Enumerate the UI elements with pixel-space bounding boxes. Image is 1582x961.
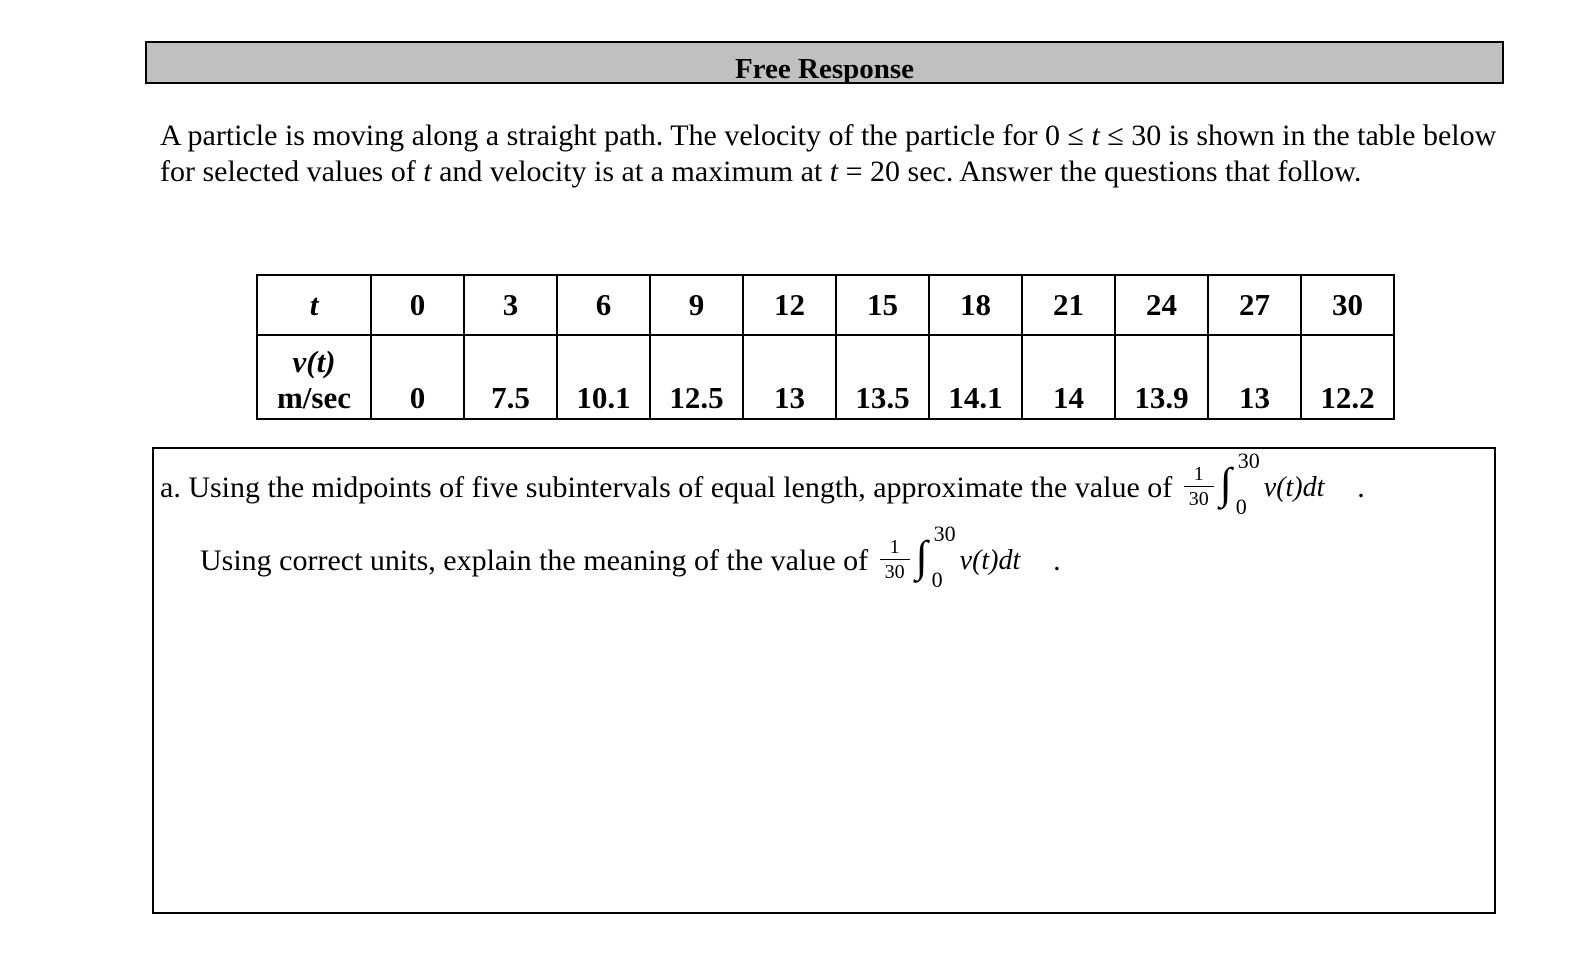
time-row-label: t <box>257 275 371 335</box>
time-cell: 21 <box>1022 275 1115 335</box>
velocity-cell: 12.2 <box>1301 335 1394 419</box>
time-cell: 18 <box>929 275 1022 335</box>
intro-text-3: and velocity is at a maximum at <box>431 155 830 188</box>
fraction <box>1184 464 1214 509</box>
question-a-text: a. Using the midpoints of five subintervals of equal length, approximate the value of <box>160 470 1180 504</box>
time-cell: 3 <box>464 275 557 335</box>
velocity-cell: 0 <box>371 335 464 419</box>
question-a-line1 <box>160 448 1365 519</box>
fraction-numerator: 1 <box>889 536 900 558</box>
question-a-line2 <box>200 521 1061 592</box>
average-value-expression <box>876 521 1046 592</box>
problem-intro <box>160 118 1500 190</box>
time-cell: 15 <box>836 275 929 335</box>
intro-text-2: ≤ 30 is shown in the table below for selected values of <box>160 119 1497 188</box>
time-cell: 27 <box>1208 275 1301 335</box>
velocity-cell: 13 <box>1208 335 1301 419</box>
upper-limit: 30 <box>933 521 956 546</box>
time-cell: 30 <box>1301 275 1394 335</box>
time-cell: 24 <box>1115 275 1208 335</box>
velocity-cell: 14 <box>1022 335 1115 419</box>
question-a-suffix-2: . <box>1045 543 1061 577</box>
velocity-label-units: m/sec <box>276 380 352 415</box>
integral-sign: ∫ <box>1219 459 1232 508</box>
velocity-cell: 14.1 <box>929 335 1022 419</box>
velocity-cell: 10.1 <box>557 335 650 419</box>
integral-sign: ∫ <box>915 532 928 581</box>
intro-var-t: t <box>1091 119 1100 152</box>
intro-text-4: = 20 sec. Answer the questions that follow. <box>838 155 1362 188</box>
fraction-denominator: 30 <box>884 561 905 583</box>
integrand: v(t)dt <box>1263 472 1325 503</box>
velocity-row <box>257 335 1394 419</box>
velocity-cell: 12.5 <box>650 335 743 419</box>
integrand: v(t)dt <box>959 545 1021 576</box>
velocity-cell: 13 <box>743 335 836 419</box>
velocity-cell: 13.5 <box>836 335 929 419</box>
velocity-label-vt: v(t) <box>292 344 336 379</box>
intro-var-t: t <box>423 155 432 188</box>
question-a-text-2: Using correct units, explain the meaning of the value of <box>200 543 876 577</box>
average-value-expression <box>1180 448 1350 519</box>
intro-var-t: t <box>829 155 839 188</box>
fraction-denominator: 30 <box>1188 488 1209 510</box>
fraction-numerator: 1 <box>1193 463 1204 485</box>
velocity-cell: 7.5 <box>464 335 557 419</box>
velocity-table <box>256 274 1395 420</box>
lower-limit: 0 <box>931 567 943 592</box>
time-row <box>257 275 1394 335</box>
section-title: Free Response <box>734 53 915 85</box>
time-cell: 0 <box>371 275 464 335</box>
question-a-suffix: . <box>1349 470 1365 504</box>
velocity-row-label <box>257 335 371 419</box>
upper-limit: 30 <box>1237 448 1260 473</box>
time-cell: 9 <box>650 275 743 335</box>
section-header <box>145 41 1504 84</box>
velocity-cell: 13.9 <box>1115 335 1208 419</box>
fraction <box>880 537 910 582</box>
time-cell: 12 <box>743 275 836 335</box>
intro-text-1: A particle is moving along a straight path. The velocity of the particle for 0 ≤ <box>160 119 1092 152</box>
lower-limit: 0 <box>1235 494 1247 519</box>
time-cell: 6 <box>557 275 650 335</box>
